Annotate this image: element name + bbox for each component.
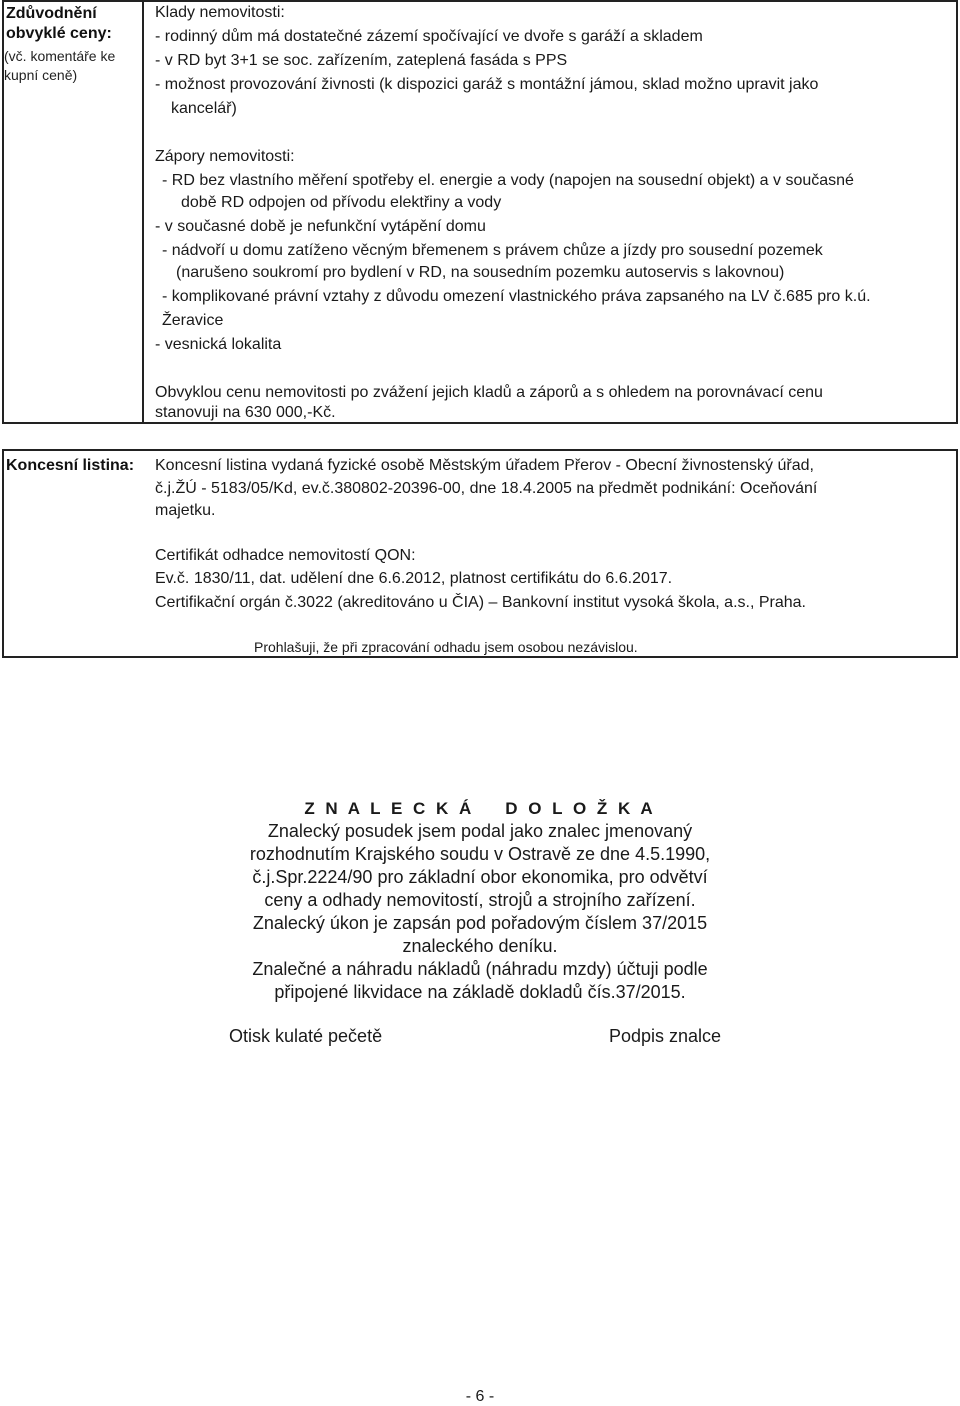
expert-clause-line: č.j.Spr.2224/90 pro základní obor ekonomika, pro odvětví — [252, 867, 708, 887]
justification-label — [6, 4, 112, 44]
pros-title: Klady nemovitosti: — [155, 4, 285, 21]
license-line: majetku. — [155, 502, 216, 519]
certificate-line: Ev.č. 1830/11, dat. udělení dne 6.6.2012, platnost certifikátu do 6.6.2017. — [155, 570, 673, 587]
sublabel-line: kupní ceně) — [4, 67, 78, 83]
cons-item: Žeravice — [162, 312, 224, 329]
page-number: - 6 - — [465, 1388, 495, 1405]
expert-clause-line: rozhodnutím Krajského soudu v Ostravě ze dne 4.5.1990, — [249, 844, 711, 864]
stamp-label: Otisk kulaté pečetě — [229, 1026, 383, 1046]
expert-clause-line: Znalečné a náhradu nákladů (náhradu mzdy) účtuji podle — [252, 959, 708, 979]
expert-clause-line: Znalecký úkon je zapsán pod pořadovým číslem 37/2015 — [252, 913, 708, 933]
expert-clause-line: ceny a odhady nemovitostí, strojů a strojního zařízení. — [264, 890, 696, 910]
signature-label: Podpis znalce — [609, 1026, 722, 1046]
license-line: č.j.ŽÚ - 5183/05/Kd, ev.č.380802-20396-00, dne 18.4.2005 na předmět podnikání: Oceňování — [155, 480, 818, 497]
independence-declaration: Prohlašuji, že při zpracování odhadu jsem osobou nezávislou. — [254, 639, 638, 655]
expert-clause-heading: Z N A L E C K Á D O L O Ž K A — [304, 799, 656, 818]
pros-item: - možnost provozování živnosti (k dispozici garáž s montážní jámou, sklad možno upravit jako — [155, 76, 819, 93]
label-line: Zdůvodnění — [6, 5, 97, 22]
conclusion-line: stanovuji na 630 000,-Kč. — [155, 404, 336, 421]
expert-clause-line: znaleckého deníku. — [402, 936, 558, 956]
pros-item: - rodinný dům má dostatečné zázemí spočívající ve dvoře s garáží a skladem — [155, 28, 703, 45]
certificate-line: Certifikační orgán č.3022 (akreditováno u ČIA) – Bankovní institut vysoká škola, a.s., Praha. — [155, 594, 806, 611]
license-label: Koncesní listina: — [6, 457, 135, 474]
cons-item: - komplikované právní vztahy z důvodu omezení vlastnického práva zapsaného na LV č.685 pro k.ú. — [162, 288, 871, 305]
cons-item: - v současné době je nefunkční vytápění domu — [155, 218, 486, 235]
cons-title: Zápory nemovitosti: — [155, 148, 295, 165]
column-divider — [142, 0, 144, 422]
cons-item: - RD bez vlastního měření spotřeby el. energie a vody (napojen na sousední objekt) a v současné — [162, 172, 854, 189]
label-line: obvyklé ceny: — [6, 25, 112, 42]
expert-clause-line: připojené likvidace na základě dokladů čís.37/2015. — [274, 982, 686, 1002]
cons-item: (narušeno soukromí pro bydlení v RD, na sousedním pozemku autoservis s lakovnou) — [176, 264, 785, 281]
pros-item: kancelář) — [171, 100, 237, 117]
expert-clause-line: Znalecký posudek jsem podal jako znalec jmenovaný — [267, 821, 693, 841]
conclusion-line: Obvyklou cenu nemovitosti po zvážení jejich kladů a záporů a s ohledem na porovnávací cenu — [155, 384, 823, 401]
cons-item: - vesnická lokalita — [155, 336, 282, 353]
pros-item: - v RD byt 3+1 se soc. zařízením, zateplená fasáda s PPS — [155, 52, 568, 69]
cons-item: době RD odpojen od přívodu elektřiny a vody — [181, 194, 502, 211]
license-box-right-edge — [956, 449, 958, 658]
cons-item: - nádvoří u domu zatíženo věcným břemenem s právem chůze a jízdy pro sousední pozemek — [162, 242, 823, 259]
justification-sublabel — [4, 47, 115, 85]
license-box-left-edge — [2, 449, 4, 658]
sublabel-line: (vč. komentáře ke — [4, 48, 116, 64]
certificate-line: Certifikát odhadce nemovitostí QON: — [155, 547, 416, 564]
license-line: Koncesní listina vydaná fyzické osobě Městským úřadem Přerov - Obecní živnostenský úřad, — [155, 457, 814, 474]
